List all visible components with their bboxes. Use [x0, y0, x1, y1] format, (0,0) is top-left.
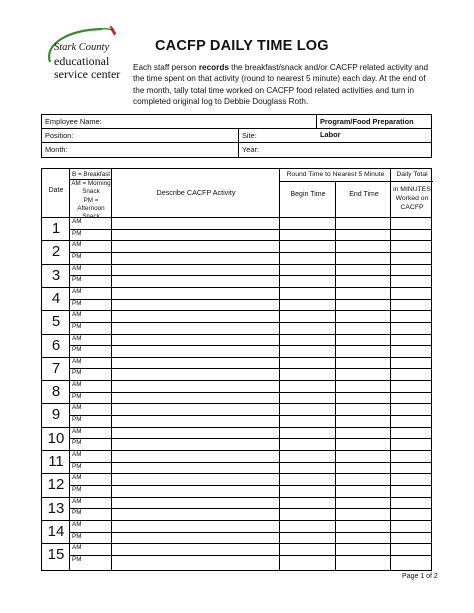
- grid-hline: [391, 181, 433, 182]
- instructions-bold: records: [198, 63, 229, 72]
- grid-hline: [42, 520, 431, 521]
- am-label: AM: [72, 474, 82, 482]
- header-begin-time: Begin Time: [290, 191, 326, 198]
- logo: [38, 26, 148, 86]
- grid-hline: [42, 427, 431, 428]
- pm-label: PM: [72, 532, 82, 540]
- am-label: AM: [72, 404, 82, 412]
- grid-hline: [42, 473, 431, 474]
- am-label: AM: [72, 451, 82, 458]
- day-number: 13: [47, 499, 65, 517]
- header-activity: Describe CACFP Activity: [156, 188, 236, 197]
- header-end-time: End Time: [349, 191, 379, 198]
- employee-info-table: [41, 114, 432, 158]
- pm-label: PM: [72, 439, 82, 447]
- grid-hline: [70, 462, 431, 463]
- day-number: 9: [51, 406, 61, 424]
- am-label: AM: [72, 381, 82, 389]
- grid-hline: [70, 438, 431, 439]
- pm-label: PM: [72, 229, 82, 237]
- header-date: Date: [48, 187, 64, 194]
- grid-hline: [70, 508, 431, 509]
- logo-line-3: service center: [54, 67, 121, 81]
- instructions: [133, 62, 433, 108]
- grid-hline: [70, 392, 431, 393]
- pm-label: PM: [72, 416, 82, 424]
- pm-label: PM: [72, 346, 82, 354]
- day-number: 12: [47, 476, 65, 494]
- pm-label: PM: [72, 462, 82, 470]
- day-number: 5: [51, 313, 61, 331]
- pm-label: PM: [72, 322, 82, 330]
- day-number: 6: [51, 336, 61, 354]
- header-legend-b: B = Breakfast: [72, 171, 110, 178]
- am-label: AM: [72, 357, 82, 365]
- header-minutes: in MINUTES Worked on CACFP: [393, 186, 431, 211]
- am-label: AM: [72, 311, 82, 319]
- grid-hline: [70, 322, 431, 323]
- header-legend-pm: PM = Afternoon Snack: [77, 197, 105, 220]
- day-number: 11: [48, 453, 64, 470]
- am-label: AM: [72, 427, 82, 435]
- day-number: 3: [51, 266, 61, 284]
- am-label: AM: [72, 544, 82, 552]
- grid-hline: [42, 380, 431, 381]
- am-label: AM: [72, 334, 82, 342]
- instructions-pre: Each staff person: [133, 63, 199, 72]
- am-label: AM: [72, 520, 82, 528]
- employee-name-field[interactable]: Employee Name:: [45, 117, 102, 126]
- instructions-post: the breakfast/snack and/or CACFP related activity and the time spent on that activity (round to nearest 5 minute) each day. At the end of the month, tally total time worked on CACFP food related activities and turn in completed original log to Debbie Douglass Roth.: [133, 63, 429, 107]
- grid-hline: [42, 357, 431, 358]
- logo-line-2: educational: [54, 54, 110, 68]
- day-number: 2: [51, 243, 61, 261]
- grid-hline: [42, 240, 431, 241]
- header-legend-am: AM = Morning Snack: [71, 180, 111, 195]
- grid-hline: [42, 217, 431, 218]
- logo-line-1: Stark County: [54, 42, 110, 53]
- grid-hline: [70, 299, 431, 300]
- grid-hline: [42, 310, 431, 311]
- grid-hline: [70, 532, 431, 533]
- page-number: Page 1 of 2: [402, 573, 438, 580]
- day-number: 10: [47, 429, 65, 447]
- pm-label: PM: [72, 369, 82, 377]
- position-field[interactable]: Position:: [45, 131, 74, 140]
- grid-hline: [42, 334, 431, 335]
- program-label: Program/Food Preparation Labor: [316, 115, 433, 128]
- grid-hline: [70, 415, 431, 416]
- year-field[interactable]: Year:: [238, 143, 433, 157]
- grid-hline: [70, 345, 431, 346]
- time-log-table: [41, 168, 432, 571]
- grid-hline: [42, 450, 431, 451]
- grid-hline: [70, 485, 431, 486]
- pm-label: PM: [72, 485, 82, 493]
- pm-label: PM: [72, 392, 82, 400]
- site-field[interactable]: Site:: [238, 129, 433, 142]
- info-row-position: [42, 129, 431, 143]
- grid-hline: [42, 543, 431, 544]
- page-title: CACFP DAILY TIME LOG: [155, 38, 329, 54]
- day-number: 1: [51, 220, 61, 237]
- pm-label: PM: [72, 252, 82, 260]
- pm-label: PM: [72, 276, 82, 284]
- grid-hline: [70, 229, 431, 230]
- grid-hline: [42, 403, 431, 404]
- grid-hline: [70, 275, 431, 276]
- day-number: 7: [51, 359, 61, 377]
- grid-hline: [42, 264, 431, 265]
- grid-hline: [70, 252, 431, 253]
- day-number: 8: [51, 383, 61, 401]
- day-number: 15: [47, 546, 65, 564]
- header-daily-total: Daily Total: [396, 171, 428, 178]
- grid-hline: [70, 555, 431, 556]
- grid-hline: [70, 179, 112, 180]
- am-label: AM: [72, 218, 82, 225]
- am-label: AM: [72, 497, 82, 505]
- grid-hline: [280, 181, 390, 182]
- pm-label: PM: [72, 299, 82, 307]
- am-label: AM: [72, 287, 82, 295]
- info-row-month: [42, 143, 431, 157]
- pm-label: PM: [72, 509, 82, 517]
- day-number: 14: [47, 522, 65, 540]
- month-field[interactable]: Month:: [45, 145, 68, 154]
- am-label: AM: [72, 241, 82, 249]
- grid-hline: [70, 368, 431, 369]
- grid-hline: [42, 287, 431, 288]
- header-round-time: Round Time to Nearest 5 Minute: [286, 171, 385, 178]
- day-number: 4: [51, 289, 61, 307]
- grid-hline: [42, 497, 431, 498]
- pm-label: PM: [72, 555, 82, 563]
- am-label: AM: [72, 264, 82, 272]
